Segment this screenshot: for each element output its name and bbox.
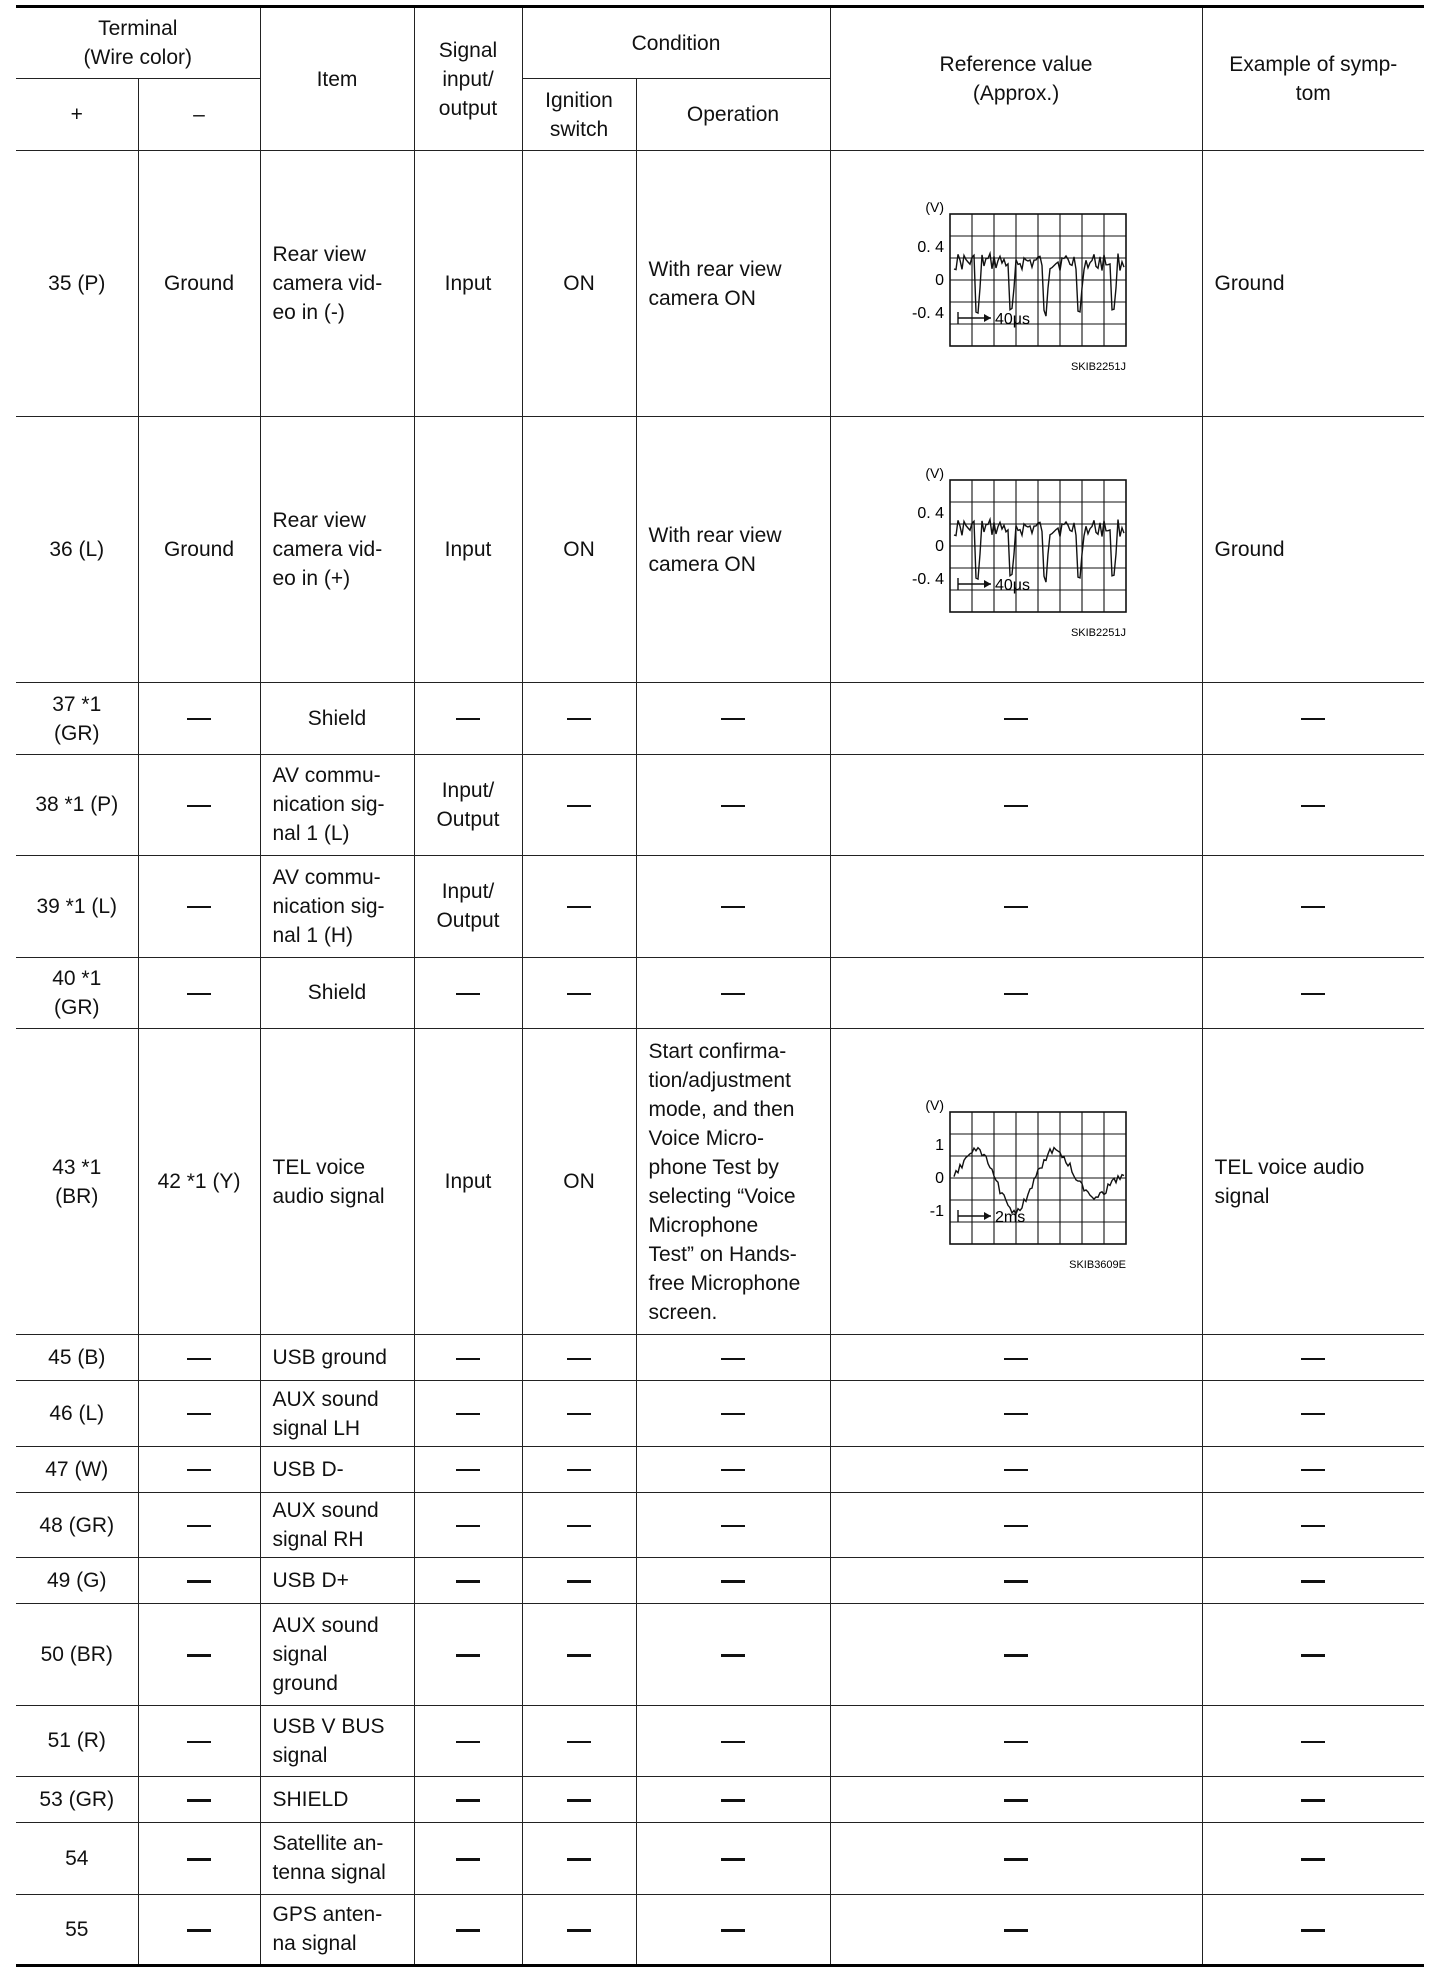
empty-dash [1301, 1741, 1325, 1743]
empty-dash [187, 805, 211, 807]
empty-dash [1004, 906, 1028, 908]
scope-y-tick-label: 0. 4 [917, 238, 945, 256]
header-terminal: Terminal (Wire color) [16, 7, 260, 79]
terminal-plus: 54 [16, 1823, 138, 1894]
empty-dash [567, 805, 591, 807]
terminal-minus: Ground [138, 417, 260, 683]
empty-dash [1004, 1525, 1028, 1527]
table-row [16, 1028, 1424, 1334]
empty-dash [456, 1741, 480, 1743]
header-example-of-symptom: Example of symp- tom [1202, 7, 1424, 151]
empty-dash [187, 993, 211, 995]
empty-dash [456, 1580, 480, 1583]
empty-dash [721, 906, 745, 908]
empty-dash [1301, 1929, 1325, 1932]
empty-dash [721, 993, 745, 995]
table-row [16, 1823, 1424, 1894]
figure-code-label: SKIB2251J [1070, 360, 1127, 373]
empty-dash [567, 1358, 591, 1360]
empty-dash [187, 1358, 211, 1360]
empty-dash [721, 718, 745, 720]
terminal-plus: 40 *1 (GR) [16, 957, 138, 1028]
ignition-switch: ON [522, 151, 636, 417]
empty-dash [456, 1654, 480, 1657]
terminal-plus: 50 (BR) [16, 1604, 138, 1705]
example-of-symptom: TEL voice audio signal [1202, 1028, 1424, 1334]
empty-dash [721, 805, 745, 807]
empty-dash [1004, 1580, 1028, 1583]
table-row [16, 1381, 1424, 1446]
empty-dash [187, 1741, 211, 1743]
operation: With rear view camera ON [636, 417, 830, 683]
empty-dash [567, 1654, 591, 1657]
header-condition: Condition [522, 7, 830, 79]
terminal-plus: 37 *1 (GR) [16, 683, 138, 754]
terminal-minus: Ground [138, 151, 260, 417]
terminal-plus: 39 *1 (L) [16, 856, 138, 957]
terminal-plus: 55 [16, 1894, 138, 1965]
header-operation: Operation [636, 79, 830, 151]
empty-dash [721, 1654, 745, 1657]
empty-dash [567, 1413, 591, 1415]
table-row [16, 1777, 1424, 1823]
item-name: Shield [260, 957, 414, 1028]
terminal-plus: 51 (R) [16, 1705, 138, 1776]
scope-y-tick-label: -0. 4 [912, 570, 945, 588]
empty-dash [721, 1741, 745, 1743]
empty-dash [1301, 1799, 1325, 1802]
header-minus: – [138, 79, 260, 151]
empty-dash [721, 1858, 745, 1861]
empty-dash [1004, 1799, 1028, 1802]
table-body [16, 151, 1424, 1966]
empty-dash [1301, 1858, 1325, 1861]
scope-y-tick-label: 0 [935, 271, 945, 289]
empty-dash [187, 1580, 211, 1583]
scope-grid [950, 480, 1126, 612]
empty-dash [1004, 805, 1028, 807]
terminal-plus: 35 (P) [16, 151, 138, 417]
scope-unit-label: (V) [925, 1096, 945, 1113]
scope-signal-trace [954, 1147, 1124, 1213]
terminal-reference-table-sheet [16, 5, 1424, 1967]
header-item: Item [260, 7, 414, 151]
item-name: AUX sound signal ground [260, 1604, 414, 1705]
empty-dash [721, 1580, 745, 1583]
item-name: Shield [260, 683, 414, 754]
signal-io: Input [414, 1028, 522, 1334]
table-row [16, 1492, 1424, 1557]
scope-timebase-label: 2ms [995, 1208, 1026, 1226]
item-name: Rear view camera vid- eo in (-) [260, 151, 414, 417]
empty-dash [567, 1525, 591, 1527]
scope-y-tick-label: 0. 4 [917, 504, 945, 522]
item-name: TEL voice audio signal [260, 1028, 414, 1334]
terminal-minus: 42 *1 (Y) [138, 1028, 260, 1334]
item-name: AUX sound signal RH [260, 1492, 414, 1557]
empty-dash [1301, 718, 1325, 720]
empty-dash [567, 1929, 591, 1932]
signal-io: Input [414, 417, 522, 683]
scope-timebase-marker [958, 1210, 991, 1222]
empty-dash [1004, 718, 1028, 720]
empty-dash [567, 718, 591, 720]
header-signal: Signal input/ output [414, 7, 522, 151]
table-row [16, 856, 1424, 957]
empty-dash [721, 1929, 745, 1932]
terminal-plus: 38 *1 (P) [16, 754, 138, 855]
item-name: AUX sound signal LH [260, 1381, 414, 1446]
empty-dash [721, 1469, 745, 1471]
empty-dash [1004, 1413, 1028, 1415]
item-name: USB D- [260, 1446, 414, 1492]
empty-dash [187, 1858, 211, 1861]
item-name: USB ground [260, 1335, 414, 1381]
empty-dash [1004, 1469, 1028, 1471]
ignition-switch: ON [522, 1028, 636, 1334]
empty-dash [1004, 1358, 1028, 1360]
header-ignition-switch: Ignition switch [522, 79, 636, 151]
signal-io: Input/ Output [414, 856, 522, 957]
example-of-symptom: Ground [1202, 151, 1424, 417]
empty-dash [456, 993, 480, 995]
empty-dash [1301, 1413, 1325, 1415]
terminal-plus: 36 (L) [16, 417, 138, 683]
empty-dash [721, 1358, 745, 1360]
reference-waveform-cell [830, 1028, 1202, 1334]
table-row [16, 1335, 1424, 1381]
empty-dash [1301, 906, 1325, 908]
empty-dash [567, 993, 591, 995]
item-name: USB V BUS signal [260, 1705, 414, 1776]
reference-waveform-cell [830, 417, 1202, 683]
scope-y-tick-label: 0 [935, 1169, 945, 1187]
empty-dash [456, 718, 480, 720]
table-row [16, 1604, 1424, 1705]
scope-timebase-label: 40μs [995, 576, 1031, 594]
empty-dash [721, 1799, 745, 1802]
item-name: Satellite an- tenna signal [260, 1823, 414, 1894]
empty-dash [187, 718, 211, 720]
table-row [16, 754, 1424, 855]
empty-dash [1004, 1929, 1028, 1932]
header-reference-value: Reference value (Approx.) [830, 7, 1202, 151]
terminal-plus: 46 (L) [16, 1381, 138, 1446]
scope-y-tick-label: -0. 4 [912, 304, 945, 322]
operation: Start confirma- tion/adjustment mode, and then Voice Micro- phone Test by selecting “Voice Microphone Test” on Hands- free Microphone screen. [636, 1028, 830, 1334]
empty-dash [721, 1413, 745, 1415]
ignition-switch: ON [522, 417, 636, 683]
operation: With rear view camera ON [636, 151, 830, 417]
empty-dash [1301, 993, 1325, 995]
scope-y-tick-label: 0 [935, 537, 945, 555]
example-of-symptom: Ground [1202, 417, 1424, 683]
empty-dash [567, 1580, 591, 1583]
empty-dash [1004, 993, 1028, 995]
empty-dash [1004, 1741, 1028, 1743]
figure-code-label: SKIB3609E [1069, 1258, 1127, 1271]
terminal-plus: 47 (W) [16, 1446, 138, 1492]
empty-dash [1301, 805, 1325, 807]
empty-dash [721, 1525, 745, 1527]
empty-dash [1301, 1525, 1325, 1527]
empty-dash [1301, 1469, 1325, 1471]
empty-dash [187, 906, 211, 908]
terminal-plus: 45 (B) [16, 1335, 138, 1381]
item-name: AV commu- nication sig- nal 1 (L) [260, 754, 414, 855]
empty-dash [187, 1413, 211, 1415]
table-row [16, 683, 1424, 754]
signal-io: Input/ Output [414, 754, 522, 855]
terminal-plus: 49 (G) [16, 1558, 138, 1604]
scope-grid [950, 214, 1126, 346]
scope-signal-trace [954, 253, 1124, 316]
table-row [16, 151, 1424, 417]
table-row [16, 417, 1424, 683]
scope-signal-trace [954, 519, 1124, 582]
scope-y-tick-label: -1 [929, 1202, 945, 1220]
empty-dash [187, 1525, 211, 1527]
empty-dash [567, 1858, 591, 1861]
empty-dash [1004, 1654, 1028, 1657]
table-row [16, 1894, 1424, 1965]
item-name: USB D+ [260, 1558, 414, 1604]
item-name: GPS anten- na signal [260, 1894, 414, 1965]
empty-dash [567, 906, 591, 908]
scope-unit-label: (V) [925, 198, 945, 215]
empty-dash [456, 1858, 480, 1861]
reference-waveform-cell [830, 151, 1202, 417]
empty-dash [567, 1469, 591, 1471]
empty-dash [456, 1525, 480, 1527]
oscilloscope-waveform [866, 440, 1166, 660]
scope-timebase-marker [958, 312, 991, 324]
empty-dash [456, 1413, 480, 1415]
terminal-plus: 48 (GR) [16, 1492, 138, 1557]
empty-dash [1004, 1858, 1028, 1861]
scope-timebase-label: 40μs [995, 310, 1031, 328]
scope-y-tick-label: 1 [935, 1136, 945, 1154]
empty-dash [567, 1799, 591, 1802]
header-plus: + [16, 79, 138, 151]
empty-dash [1301, 1358, 1325, 1360]
empty-dash [187, 1929, 211, 1932]
item-name: SHIELD [260, 1777, 414, 1823]
terminal-plus: 53 (GR) [16, 1777, 138, 1823]
scope-timebase-marker [958, 578, 991, 590]
empty-dash [456, 1358, 480, 1360]
empty-dash [187, 1654, 211, 1657]
empty-dash [1301, 1580, 1325, 1583]
terminal-reference-table [16, 5, 1424, 1967]
scope-grid [950, 1112, 1126, 1244]
empty-dash [567, 1741, 591, 1743]
item-name: Rear view camera vid- eo in (+) [260, 417, 414, 683]
empty-dash [456, 1469, 480, 1471]
empty-dash [456, 1799, 480, 1802]
empty-dash [187, 1799, 211, 1802]
empty-dash [456, 1929, 480, 1932]
terminal-plus: 43 *1 (BR) [16, 1028, 138, 1334]
figure-code-label: SKIB2251J [1070, 626, 1127, 639]
empty-dash [187, 1469, 211, 1471]
oscilloscope-waveform [866, 1072, 1166, 1292]
table-row [16, 957, 1424, 1028]
item-name: AV commu- nication sig- nal 1 (H) [260, 856, 414, 957]
table-row [16, 1558, 1424, 1604]
table-row [16, 1446, 1424, 1492]
empty-dash [1301, 1654, 1325, 1657]
oscilloscope-waveform [866, 174, 1166, 394]
scope-unit-label: (V) [925, 464, 945, 481]
table-row [16, 1705, 1424, 1776]
signal-io: Input [414, 151, 522, 417]
